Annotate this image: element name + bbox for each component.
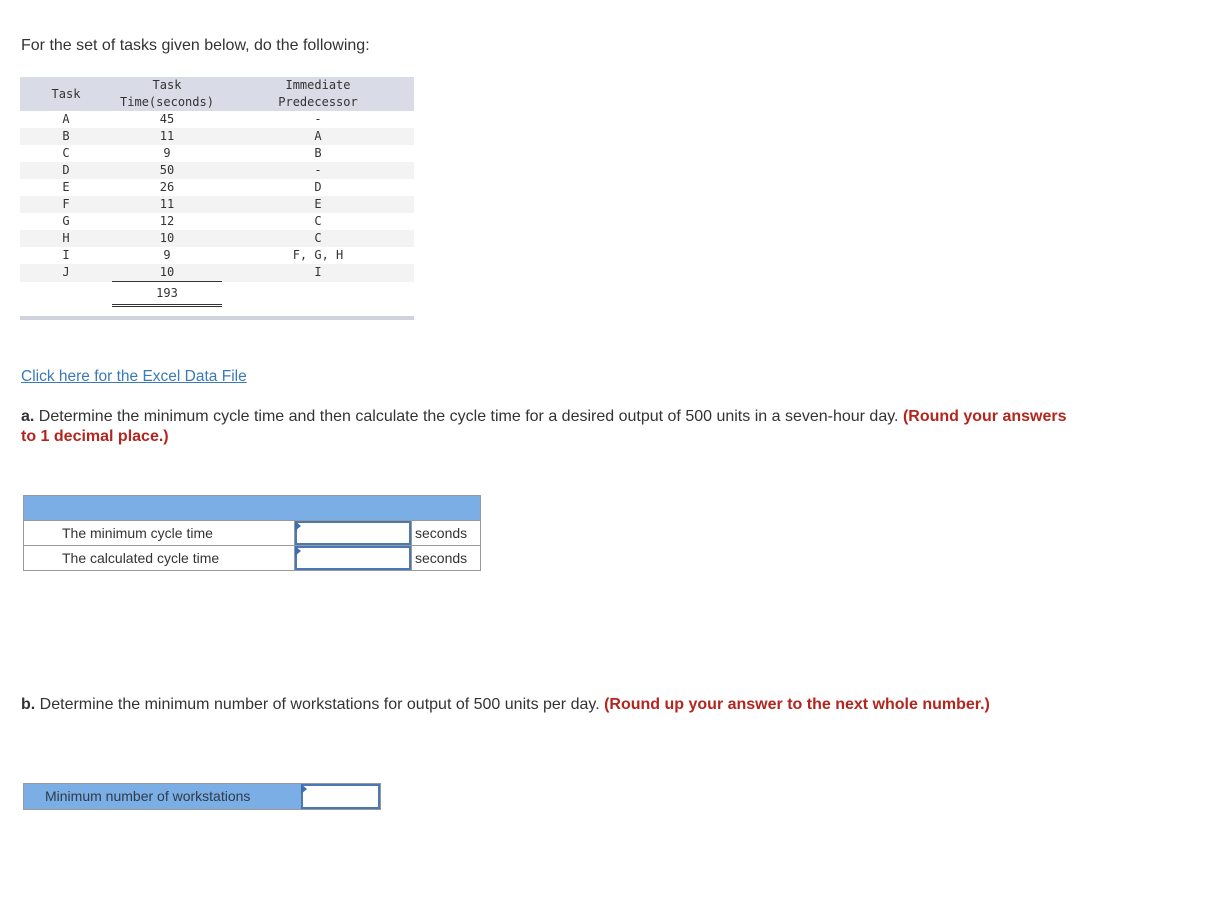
total-row (20, 282, 414, 306)
question-a (21, 407, 1081, 447)
answer-table-a (23, 495, 481, 571)
time-cell: 10 (112, 264, 222, 282)
predecessor-cell: B (314, 146, 322, 160)
task-cell: C (62, 146, 70, 160)
task-row (20, 179, 414, 196)
header-task: Task (20, 77, 112, 111)
task-cell: B (20, 128, 112, 145)
task-cell: D (20, 162, 112, 179)
time-cell: 26 (159, 180, 175, 194)
predecessor-cell: E (222, 196, 414, 213)
task-row (20, 196, 414, 213)
header-time: Task Time(seconds) (112, 77, 222, 111)
min-cycle-time-input[interactable] (295, 521, 411, 545)
predecessor-cell: A (222, 128, 414, 145)
task-row (20, 145, 414, 162)
question-a-hint: (Round your answers to 1 decimal place.) (21, 408, 1067, 445)
predecessor-cell: D (314, 180, 322, 194)
time-cell: 12 (159, 214, 175, 228)
answer-table-a-header-cell (24, 496, 481, 521)
predecessor-cell: - (222, 162, 414, 179)
answer-row-label: The calculated cycle time (24, 546, 295, 571)
total-empty-cell (222, 282, 414, 306)
task-row (20, 213, 414, 230)
predecessor-cell: C (314, 214, 322, 228)
task-row (20, 247, 414, 264)
intro-text: For the set of tasks given below, do the following: (21, 37, 370, 54)
task-table-header (20, 77, 414, 111)
task-cell: I (62, 248, 70, 262)
question-b (21, 695, 1021, 715)
time-cell: 9 (163, 146, 171, 160)
answer-row (24, 546, 481, 571)
total-empty-cell (20, 282, 112, 306)
time-cell: 11 (112, 128, 222, 145)
answer-input-cell (295, 521, 412, 546)
answer-row-label: The minimum cycle time (24, 521, 295, 546)
task-row (20, 230, 414, 247)
task-row (20, 264, 414, 282)
answer-input-cell (295, 546, 412, 571)
question-b-hint: (Round up your answer to the next whole number.) (604, 696, 990, 713)
task-cell: A (62, 112, 70, 126)
predecessor-cell: C (222, 230, 414, 247)
table-bottom-bar (20, 316, 414, 320)
task-cell: E (62, 180, 70, 194)
task-row (20, 111, 414, 128)
answer-row-unit: seconds (412, 521, 481, 546)
task-row (20, 128, 414, 145)
task-row (20, 162, 414, 179)
predecessor-cell: I (222, 264, 414, 282)
answer-b-row (23, 783, 381, 810)
predecessor-cell: - (314, 112, 322, 126)
task-table (20, 77, 414, 307)
time-cell: 45 (159, 112, 175, 126)
flag-icon (301, 784, 307, 794)
predecessor-cell: F, G, H (292, 248, 344, 262)
header-predecessor: Immediate Predecessor (222, 77, 414, 111)
time-cell: 11 (112, 196, 222, 213)
time-cell: 9 (163, 248, 171, 262)
question-a-label: a. (21, 408, 35, 425)
flag-icon (295, 521, 301, 531)
task-cell: G (62, 214, 70, 228)
answer-row (24, 521, 481, 546)
task-cell: F (20, 196, 112, 213)
task-cell: J (20, 264, 112, 282)
question-b-label: b. (21, 696, 36, 713)
excel-data-link[interactable]: Click here for the Excel Data File (21, 368, 247, 385)
answer-table-a-header (24, 496, 481, 521)
min-workstations-input[interactable] (301, 784, 380, 809)
answer-input-cell (301, 784, 380, 809)
flag-icon (295, 546, 301, 556)
total-time: 193 (112, 282, 222, 306)
answer-row-unit: seconds (412, 546, 481, 571)
time-cell: 10 (112, 230, 222, 247)
workstations-label: Minimum number of workstations (24, 784, 301, 809)
task-table-body (20, 111, 414, 306)
task-cell: H (20, 230, 112, 247)
question-a-text: Determine the minimum cycle time and then calculate the cycle time for a desired output of 500 units in a seven-hour day. (34, 408, 903, 425)
calculated-cycle-time-input[interactable] (295, 546, 411, 570)
question-b-text: Determine the minimum number of workstations for output of 500 units per day. (35, 696, 605, 713)
time-cell: 50 (112, 162, 222, 179)
